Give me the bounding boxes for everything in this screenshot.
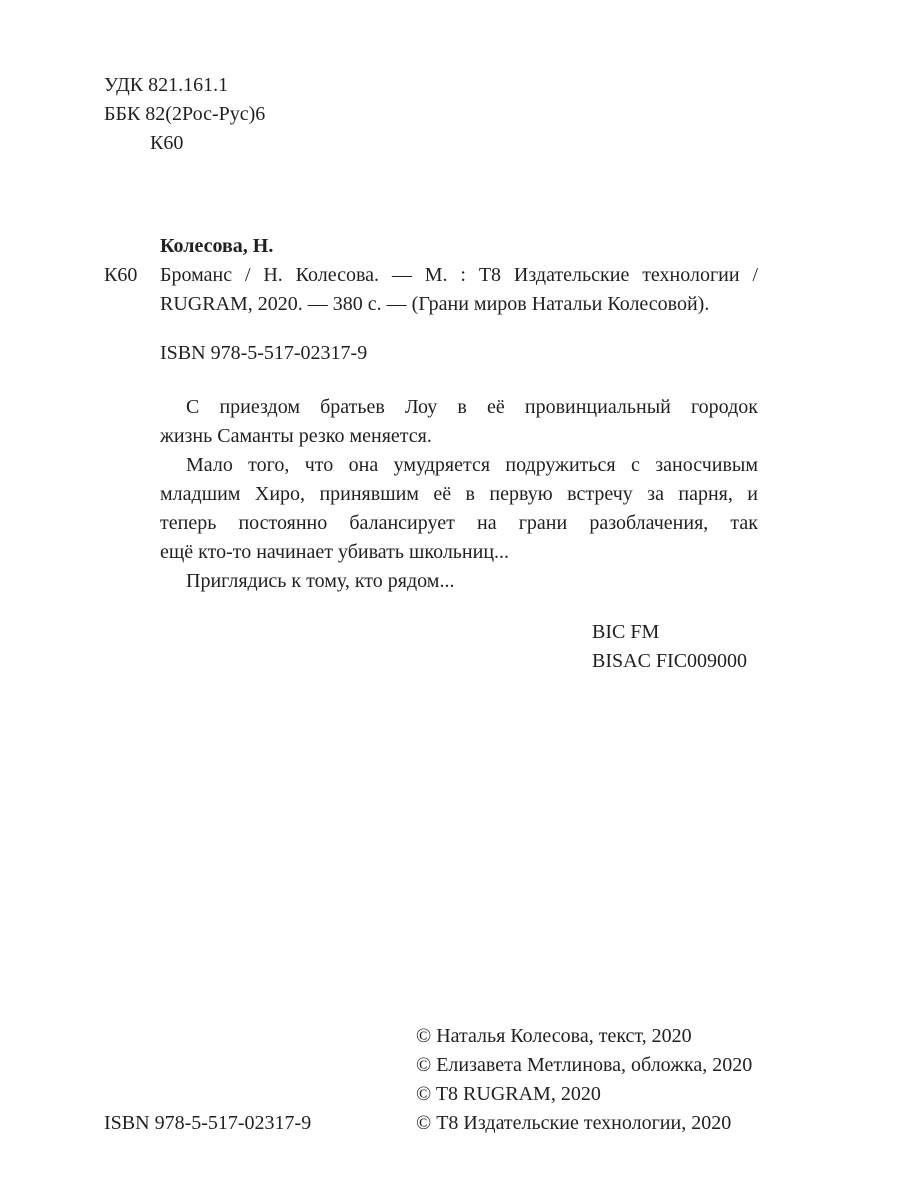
annotation-p1-line-2: жизнь Саманты резко меняется. — [160, 425, 432, 447]
udk-code: УДК 821.161.1 — [104, 74, 229, 96]
copyright-line: © Елизавета Метлинова, обложка, 2020 — [416, 1054, 753, 1076]
bibliography-mark: К60 — [104, 264, 138, 286]
annotation-p2-line-2: младшим Хиро, принявшим её в первую встречу за парня, и — [160, 483, 758, 505]
copyright-line: © Наталья Колесова, текст, 2020 — [416, 1025, 692, 1047]
annotation-p2-line-3: теперь постоянно балансирует на грани разоблачения, так — [160, 512, 758, 534]
bibliography-isbn: ISBN 978-5-517-02317-9 — [160, 342, 368, 364]
annotation-p3-line-1: Приглядись к тому, кто рядом... — [186, 570, 455, 592]
bic-code: BIC FM — [592, 621, 660, 643]
annotation-p1-line-1: С приездом братьев Лоу в её провинциальный городок — [186, 396, 758, 418]
annotation-p2-line-1: Мало того, что она умудряется подружиться с заносчивым — [186, 454, 758, 476]
bisac-code: BISAC FIC009000 — [592, 650, 748, 672]
bibliography-line-2: RUGRAM, 2020. — 380 с. — (Грани миров Натальи Колесовой). — [160, 293, 710, 315]
copyright-line: © Т8 Издательские технологии, 2020 — [416, 1112, 732, 1134]
bbk-code: ББК 82(2Рос-Рус)6 — [104, 103, 266, 125]
copyright-line: © T8 RUGRAM, 2020 — [416, 1083, 601, 1105]
annotation-p2-line-4: ещё кто-то начинает убивать школьниц... — [160, 541, 510, 563]
author-mark: К60 — [150, 132, 184, 154]
bibliography-line-1: Броманс / Н. Колесова. — М. : Т8 Издательские технологии / — [160, 264, 758, 286]
author-heading: Колесова, Н. — [160, 235, 274, 257]
footer-isbn: ISBN 978-5-517-02317-9 — [104, 1112, 312, 1134]
